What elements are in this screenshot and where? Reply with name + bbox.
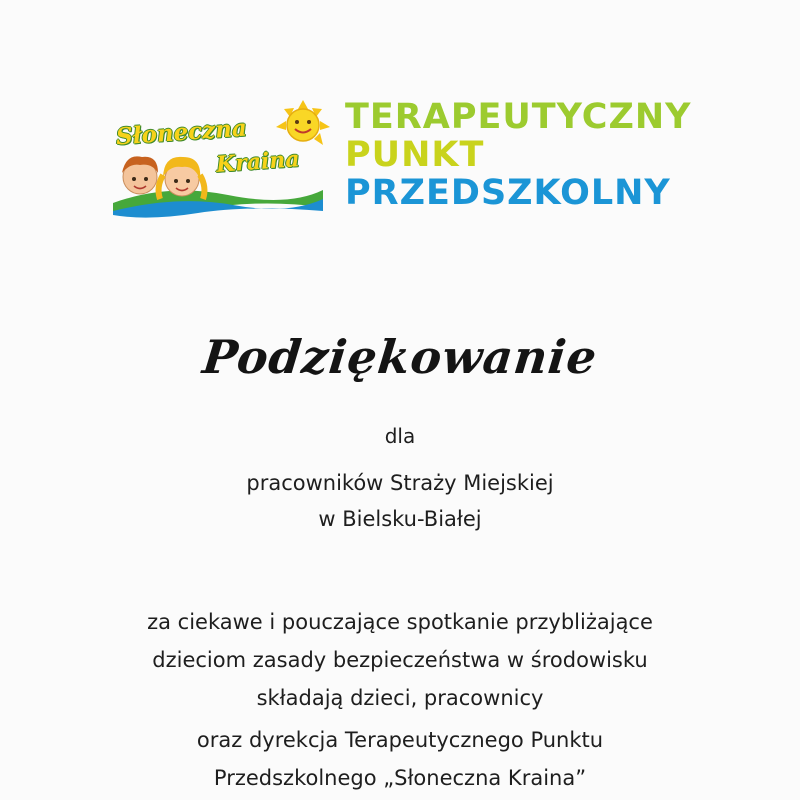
recipient-line1: pracowników Straży Miejskiej: [246, 471, 554, 495]
boy-icon: [122, 156, 158, 194]
logo-text-word2: Kraina: [215, 146, 301, 178]
header-title-line2: PUNKT: [345, 135, 485, 175]
logo: [108, 95, 328, 215]
body-line-5: Przedszkolnego „Słoneczna Kraina”: [213, 766, 587, 790]
body-line-1: za ciekawe i pouczające spotkanie przybliżające: [147, 610, 653, 634]
body-line-2: dzieciom zasady bezpieczeństwa w środowisku: [152, 648, 648, 672]
header-title: [345, 98, 691, 212]
recipient-prefix: dla: [384, 424, 416, 448]
wave-graphic: [113, 190, 323, 218]
sun-icon: [276, 100, 330, 145]
header-title-line1: TERAPEUTYCZNY: [345, 97, 692, 137]
recipient-line2: w Bielsku-Białej: [318, 507, 482, 531]
page-title: Podziękowanie: [200, 330, 600, 384]
body-line-4: oraz dyrekcja Terapeutycznego Punktu: [196, 728, 604, 752]
body-line-3: składają dzieci, pracownicy: [256, 686, 544, 710]
logo-text-word1: Słoneczna: [115, 114, 248, 151]
header-title-line3: PRZEDSZKOLNY: [345, 173, 671, 213]
